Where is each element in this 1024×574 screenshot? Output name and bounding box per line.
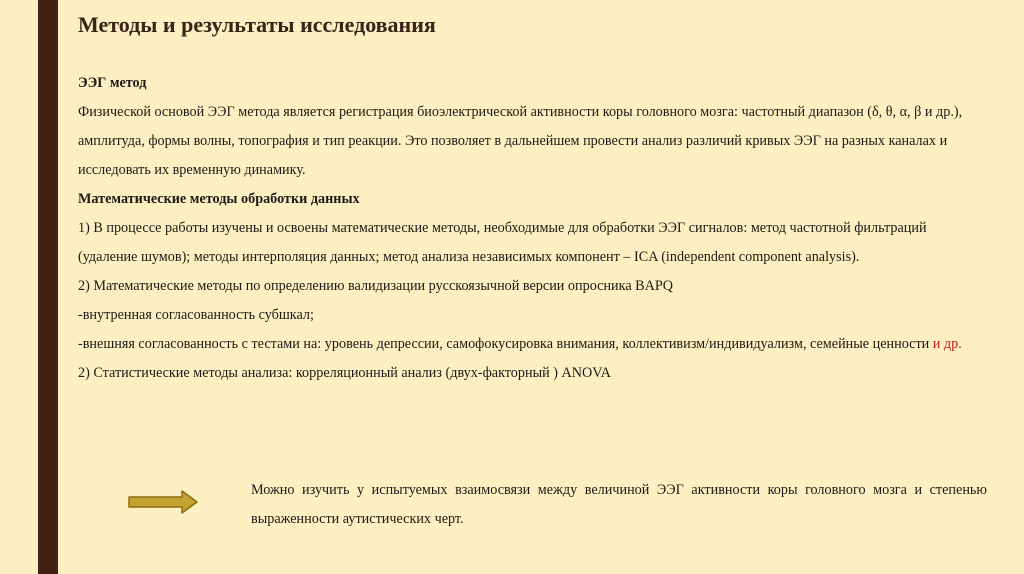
right-arrow-shape: [129, 491, 197, 513]
math-subitem-2-text: -внешняя согласованность с тестами на: уровень депрессии, самофокусировка внимания, коллективизм/индивидуализм, семейные ценности: [78, 336, 930, 352]
math-subitem-2: [78, 330, 986, 359]
right-arrow-icon: [128, 490, 198, 514]
math-item-3: 2) Статистические методы анализа: корреляционный анализ (двух-факторный ) ANOVA: [78, 365, 611, 381]
math-subitem-2-emphasis: и др.: [929, 336, 962, 352]
math-item-2: 2) Математические методы по определению валидизации русскоязычной версии опросника BAPQ: [78, 278, 674, 294]
left-accent-bar: [38, 0, 58, 574]
slide-content: [78, 69, 986, 388]
slide-title: Методы и результаты исследования: [78, 12, 436, 37]
math-item-1: 1) В процессе работы изучены и освоены математические методы, необходимые для обработки ЭЭГ сигналов: метод частотной фильтраций (удаление шумов); методы интерполяция данных; метод анализа независимых компонент – ICA (independent component analysis).: [78, 220, 927, 265]
eeg-description: Физической основой ЭЭГ метода является регистрация биоэлектрической активности коры головного мозга: частотный диапазон (δ, θ, α, β и др.), амплитуда, формы волны, топография и тип реакции. Это позволяет в дальнейшем провести анализ различий кривых ЭЭГ на разных каналах и исследовать их временную динамику.: [78, 104, 963, 178]
math-heading: Математические методы обработки данных: [78, 191, 360, 207]
math-subitem-1: -внутренная согласованность субшкал;: [78, 307, 314, 323]
eeg-heading: ЭЭГ метод: [78, 75, 147, 91]
conclusion-text: Можно изучить у испытуемых взаимосвязи между величиной ЭЭГ активности коры головного мозга и степенью выраженности аутистических черт.: [251, 482, 987, 527]
